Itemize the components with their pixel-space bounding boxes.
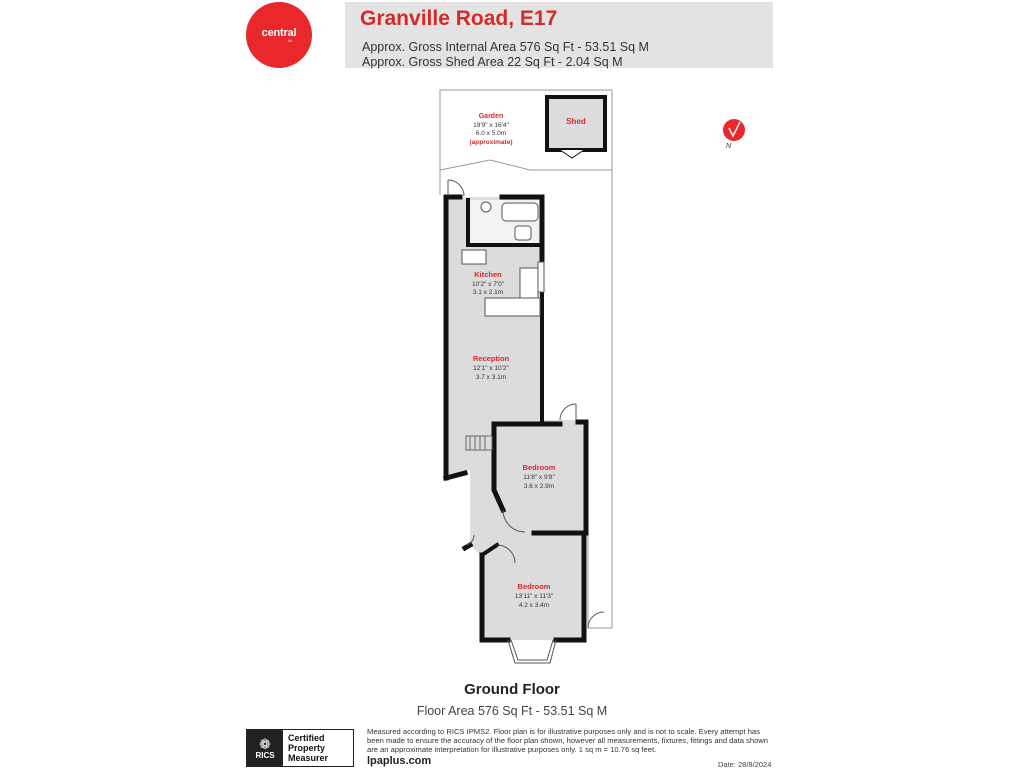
kitchen-dim-imperial: 10'2" x 7'0"	[471, 281, 505, 288]
shed-label: Shed	[566, 117, 586, 126]
disclaimer-text: Measured according to RICS IPMS2. Floor plan is for illustrative purposes only and is not to scale. Every attempt has been made to ensure the accuracy of the floor plan shown, however all measurements, fixtures, fittings and data shown are an approximate interpretation for illustrative purposes only. 1 sq m = 10.76 sq feet.	[367, 727, 769, 754]
rics-certification	[283, 730, 353, 766]
cert-line-3: Measurer	[288, 753, 329, 763]
reception-dim-metric: 3.7 x 3.1m	[475, 374, 507, 381]
page-title: Granville Road, E17	[360, 7, 558, 30]
floor-area-text: Floor Area 576 Sq Ft - 53.51 Sq M	[416, 704, 608, 718]
bedroom1-dim-metric: 3.6 x 2.9m	[523, 483, 555, 490]
logo-subtext: ltd	[287, 38, 293, 43]
internal-area-text: Approx. Gross Internal Area 576 Sq Ft - 53.51 Sq M	[362, 40, 649, 54]
cert-line-1: Certified	[288, 733, 325, 743]
kitchen-label: Kitchen	[474, 270, 502, 279]
garden-dim-imperial: 19'9" x 16'4"	[473, 122, 509, 129]
garden-note: (approximate)	[469, 139, 513, 146]
compass-icon	[723, 119, 745, 150]
bedroom2-dim-metric: 4.2 x 3.4m	[518, 602, 550, 609]
logo-text: central	[261, 27, 297, 39]
kitchen-dim-metric: 3.1 x 2.1m	[472, 289, 504, 296]
rics-brand: RICS	[255, 750, 275, 760]
shed	[547, 97, 605, 158]
kitchen-window	[538, 262, 544, 292]
cert-line-2: Property	[288, 743, 326, 753]
rics-emblem-icon: ❁	[259, 735, 271, 752]
bedroom1-dim-imperial: 11'8" x 9'8"	[523, 474, 555, 481]
shed-area-text: Approx. Gross Shed Area 22 Sq Ft - 2.04 Sq M	[362, 55, 623, 69]
website-link[interactable]: lpaplus.com	[367, 755, 432, 767]
rics-logo	[247, 730, 283, 766]
garden-label: Garden	[478, 113, 504, 120]
reception-label: Reception	[472, 354, 510, 363]
bedroom2-dim-imperial: 13'11" x 11'3"	[514, 593, 554, 600]
floor-title: Ground Floor	[464, 681, 560, 698]
rics-badge	[246, 729, 354, 767]
garden-dim-metric: 6.0 x 5.0m	[475, 130, 507, 137]
bay-window	[508, 640, 556, 663]
date-text: Date: 28/8/2024	[718, 760, 772, 769]
reception-dim-imperial: 12'1" x 10'2"	[473, 365, 509, 372]
bedroom1-label: Bedroom	[522, 463, 556, 472]
bedroom2-label: Bedroom	[517, 582, 551, 591]
compass-label: N	[726, 143, 732, 150]
